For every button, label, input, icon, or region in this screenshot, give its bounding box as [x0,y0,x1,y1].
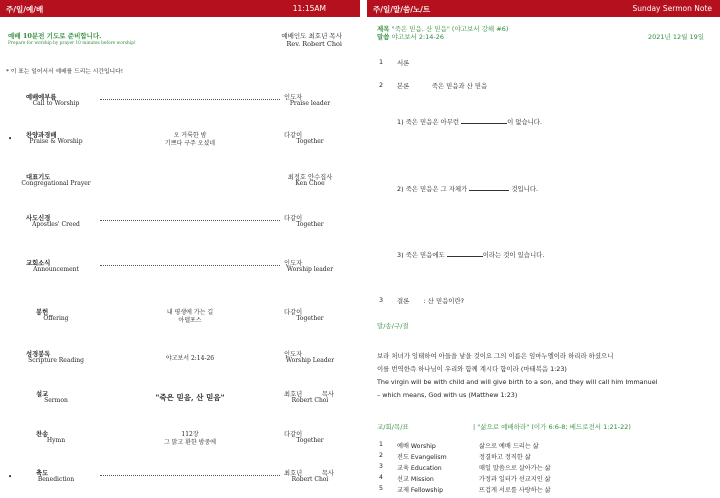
vision-name: 선교 Mission [397,476,434,483]
stand-bullet: • [8,473,13,481]
outline-item: 결론 : 산 믿음이란? [397,297,465,305]
hymn-title-2: 기쁘다 구주 오셨네 [164,140,216,147]
order-item-leader-ko: 최호년 목사 [284,470,334,477]
hymn-title: 그 맑고 환한 밤중에 [163,439,217,446]
scripture-reference: 야고보서 2:14-26 [165,355,215,362]
order-item-en: Call to Worship [32,100,80,107]
prepare-subtitle: Prepare for worship by prayer 10 minutes before worship! [8,41,136,46]
order-item-leader-en: Robert Choi [291,397,329,404]
order-item-leader-en: Ken Choe [295,180,325,187]
vision-num: 4 [379,474,383,481]
sermon-note-page [367,0,720,498]
memory-verse-line: 보라 처녀가 잉태하여 아들을 낳을 것이요 그의 이름은 임마누엘이라 하리라 하셨으니 [377,352,614,360]
order-item [0,349,360,379]
order-item [0,468,360,498]
hymn-title-1: 오 거룩한 밤 [173,132,207,139]
order-item-ko: 축도 [36,470,49,477]
order-item [0,429,360,459]
order-item-ko: 찬양과경배 [26,132,57,139]
point-prefix: 2) 죽은 믿음은 그 자체가 [397,185,470,193]
fill-blank[interactable] [447,251,483,257]
memory-verse-line: The virgin will be with child and will give birth to a son, and they will call him Immanuel [377,378,658,386]
standing-note: * 이 표는 일어서서 예배를 드리는 시간입니다! [6,69,124,75]
left-header-bar [0,0,360,17]
order-item-ko: 교회소식 [26,260,51,267]
vision-desc: 삶으로 예배 드리는 삶 [479,443,539,450]
order-item-ko: 성경봉독 [26,351,51,358]
point-prefix: 1) 죽은 믿음은 아무런 [397,118,462,126]
sermon-text [377,32,444,41]
order-item-leader-ko: 다같이 [284,132,303,139]
order-item [0,213,360,243]
vision-item [379,441,709,450]
church-vision-value: | "삶으로 예배하라" (이가 6:6-8; 베드로전서 1:21-22) [473,423,631,431]
order-item-ko: 찬송 [36,431,49,438]
order-item-en: Benediction [37,476,75,483]
order-item [0,307,360,337]
order-item-leader-ko: 다같이 [284,215,303,222]
outline-num: 2 [379,81,384,89]
hymn-number: 112장 [181,431,199,438]
outline-item: 서론 [397,59,410,67]
outline-item: 본론 죽은 믿음과 산 믿음 [397,82,488,90]
fill-in-point [397,250,544,259]
theme-value: "죽은 믿음, 산 믿음" (야고보서 강해 #6) [391,25,509,33]
order-item-ko: 봉헌 [36,309,49,316]
order-item-en: Sermon [44,397,68,404]
right-header-title: 주/일/말/씀/노/트 [373,5,431,14]
dotted-leader [100,262,280,266]
vision-item [379,452,709,461]
order-item-leader-en: Together [296,221,324,228]
order-item-leader-ko: 다같이 [284,431,303,438]
vision-item [379,485,709,494]
point-suffix: 것입니다. [509,185,539,193]
order-item-leader-ko: 인도자 [284,260,303,267]
fill-blank[interactable] [469,185,509,191]
order-item-en: Offering [43,315,69,322]
outline-num: 1 [379,58,384,66]
order-item [0,130,360,160]
order-item-en: Apostles' Creed [32,221,80,228]
point-suffix: 이 없습니다. [507,118,543,126]
order-item-en: Hymn [46,437,66,444]
dotted-leader [100,96,280,100]
order-item-leader-ko: 최정호 안수집사 [287,174,333,181]
order-item-leader-en: Praise leader [289,100,331,107]
church-vision-title: 교/회/목/표 [377,423,409,431]
order-item [0,258,360,288]
vision-desc: 가정과 일터가 선교지인 삶 [479,476,551,483]
order-item [0,92,360,122]
order-item-leader-en: Robert Choi [291,476,329,483]
order-item-leader-ko: 다같이 [284,309,303,316]
order-item-en: Praise & Worship [29,138,83,145]
order-item-en: Congregational Prayer [21,180,91,187]
text-value: 야고보서 2:14-26 [391,33,445,41]
worship-leader-en: Rev. Robert Choi [286,40,342,48]
point-suffix: 이라는 것이 있습니다. [482,251,545,259]
order-item-leader-en: Together [296,138,324,145]
fill-in-point [397,184,538,193]
vision-desc: 정결하고 정직한 삶 [479,454,531,461]
memory-verse-title: 말/송/구/절 [377,322,409,330]
offering-song: 내 평생에 가는 길 [166,309,214,316]
vision-name: 예배 Worship [397,443,436,450]
offering-performer: 아델포스 [178,317,202,324]
memory-verse-line: 이를 번역한즉 하나님이 우리와 함께 계시다 함이라 (마태복음 1:23) [377,365,567,373]
vision-num: 1 [379,441,383,448]
vision-num: 2 [379,452,383,459]
order-item-leader-ko: 최호년 목사 [284,391,334,398]
vision-item [379,463,709,472]
sermon-title: "죽은 믿음, 산 믿음" [155,393,225,402]
order-item-leader-en: Worship Leader [285,357,335,364]
order-item-ko: 예배에부름 [26,94,57,101]
memory-verse-line: – which means, God with us (Matthew 1:23) [377,391,518,399]
order-item [0,389,360,419]
order-item-leader-ko: 인도자 [284,94,303,101]
dotted-leader [100,472,280,476]
order-item-leader-en: Together [296,437,324,444]
dotted-leader [100,217,280,221]
sermon-date: 2021년 12월 19일 [647,33,704,41]
theme-label: 제목 [377,25,390,33]
fill-blank[interactable] [461,118,507,124]
worship-leader-ko: 예배인도 최호년 목사 [281,32,342,40]
vision-name: 교제 Fellowship [397,487,444,494]
order-item-ko: 설교 [36,391,49,398]
vision-name: 전도 Evangelism [397,454,447,461]
order-item-en: Scripture Reading [28,357,84,364]
outline-num: 3 [379,296,384,304]
vision-name: 교육 Education [397,465,442,472]
service-time: 11:15AM [292,4,326,13]
vision-desc: 뜨겁게 서로를 사랑하는 삶 [479,487,551,494]
vision-item [379,474,709,483]
order-item-leader-en: Together [296,315,324,322]
text-label: 말씀 [377,33,390,41]
point-prefix: 3) 죽은 믿음에도 [397,251,447,259]
vision-desc: 매일 말씀으로 살아가는 삶 [479,465,551,472]
order-item-en: Announcement [33,266,79,273]
left-header-title: 주/일/예/배 [6,5,44,14]
stand-bullet: • [8,135,13,143]
vision-num: 3 [379,463,383,470]
order-item-leader-ko: 인도자 [284,351,303,358]
right-header-bar [367,0,720,17]
order-item-leader-en: Worship leader [286,266,334,273]
fill-in-point [397,117,542,126]
vision-num: 5 [379,485,383,492]
right-header-subtitle: Sunday Sermon Note [632,4,712,13]
order-item [0,172,360,202]
order-item-ko: 사도신경 [26,215,51,222]
prepare-title: 예배 10분전 기도로 준비합니다. [8,32,102,40]
order-item-ko: 대표기도 [26,174,51,181]
